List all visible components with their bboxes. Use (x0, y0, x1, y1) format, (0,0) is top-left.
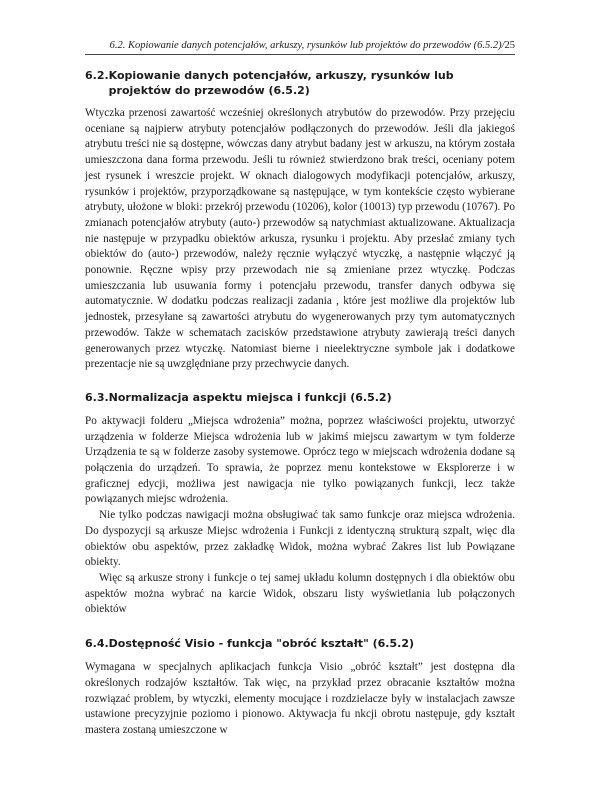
section-6-3-paragraph-1: Po aktywacji folderu „Miejsca wdrożenia” można, poprzez właściwości projektu, utworzyć urządzenia w folderze Miejsca wdrożenia lub w jakimś miejscu zawartym w tym folderze Urządzenia te są w folderze zasoby systemowe. Oprócz tego w miejscach wdrożenia dodane są połączenia do urządzeń. To sprawia, że poprzez menu kontekstowe w Eksplorerze i w graficznej edycji, możliwa jest nawigacja nie tylko powiązanych funkcji, lecz także powiązanych miejsc wdrożenia. (85, 414, 515, 506)
section-title: Dostępność Visio - funkcja "obróć kształt" (6.5.2) (108, 637, 414, 651)
running-title: 6.2. Kopiowanie danych potencjałów, arkuszy, rysunków lub projektów do przewodów (6.5.2) (109, 40, 502, 51)
section-6-2-paragraph-1: Wtyczka przenosi zawartość wcześniej określonych atrybutów do przewodów. Przy przejęciu oceniane są najpierw atrybuty potencjałów podłączonych do przewodów. Jeśli dla jakiegoś atrybutu treści nie są dostępne, wówczas dany atrybut badany jest w arkuszu, na którym została umieszczona dana forma przewodu. Jeśli tu również stwierdzono brak treści, oceniany potem jest rysunek i wreszcie projekt. W oknach dialogowych modyfikacji potencjałów, arkuszy, rysunków i projektów, przyporządkowane są następujące, w tym kontekście często wybierane atrybuty, ułożone w bloki: przekrój przewodu (10206), kolor (10013) typ przewodu (10767). Po zmianach potencjałów atrybuty (auto-) przewodów są natychmiast aktualizowane. Aktualizacja nie następuje w przypadku obiektów arkusza, rysunku i projektu. Aby przesłać zmiany tych obiektów do (auto-) przewodów, należy ręcznie wyłączyć wtyczkę, a następnie włączyć ją ponownie. Ręczne wpisy przy przewodach nie są zmieniane przez wtyczkę. Podczas umieszczania lub usuwania formy i potencjału przewodu, transfer danych odbywa się automatycznie. W dodatku podczas realizacji zadania , które jest możliwe dla projektów lub jednostek, przesyłane są zawartości atrybutu do wygenerowanych przy tym automatycznych przewodów. Także w schematach zacisków przedstawione atrybuty zawierają treści danych generowanych przez wtyczkę. Natomiast bierne i nieelektryczne symbole jak i dodatkowe prezentacje nie są uwzględniane przy przechwycie danych. (85, 107, 515, 371)
section-6-3-paragraph-3: Więc są arkusze strony i funkcje o tej samej układu kolumn dostępnych i dla obiektów obu aspektów można wybrać na karcie Widok, obszaru listy wyświetlania lub połączonych obiektów (85, 571, 515, 616)
section-6-4-paragraph-1: Wymagana w specjalnych aplikacjach funkcja Visio „obróć kształt” jest dostępna dla określonych rodzajów kształtów. Tak więc, na przykład przez obracanie kształtów można rozwiązać problem, by wtyczki, elementy mocujące i rozdzielacze były w instalacjach zawsze ustawione precyzyjnie poziomo i pionowo. Aktywacja fu nkcji obrotu następuje, gdy kształt mastera zostaną umieszczone w (85, 661, 515, 736)
section-number: 6.2. (85, 69, 109, 82)
section-heading-6-3 (85, 390, 515, 405)
header-separator: / (501, 40, 505, 51)
document-page (85, 40, 515, 739)
section-title: Normalizacja aspektu miejsca i funkcji (6.5.2) (108, 390, 392, 404)
section-6-3-paragraph-2: Nie tylko podczas nawigacji można obsługiwać tak samo funkcje oraz miejsca wdrożenia. Do dyspozycji są arkusze Miejsc wdrożenia i Funkcji z identyczną strukturą szpalt, więc dla obiektów obu aspektów, przez zakładkę Widok, można wybrać Zakres list lub Powiązane obiekty. (85, 509, 515, 569)
section-number: 6.4. (85, 637, 109, 651)
section-heading-6-2 (85, 68, 515, 98)
section-number: 6.3. (85, 390, 109, 404)
page-number: 25 (504, 40, 515, 51)
section-title: Kopiowanie danych potencjałów, arkuszy, rysunków lub projektów do przewodów (6.5.2) (108, 69, 454, 97)
running-header (85, 40, 515, 55)
section-heading-6-4 (85, 636, 515, 651)
